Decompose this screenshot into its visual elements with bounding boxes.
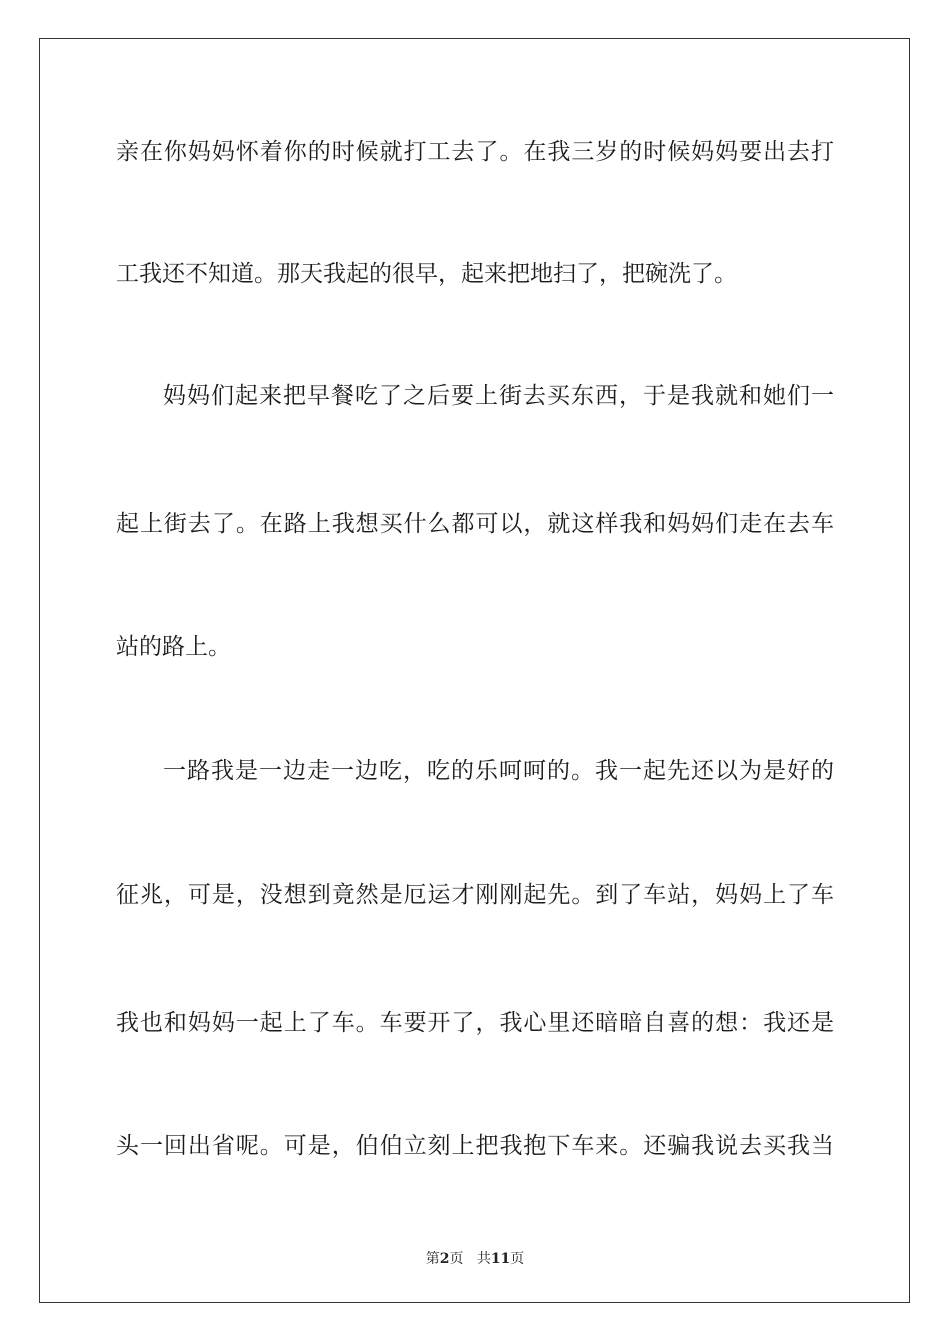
footer-total-pages: 11 bbox=[490, 1251, 511, 1267]
page-border bbox=[39, 38, 910, 1303]
text-line: 亲在你妈妈怀着你的时候就打工去了。在我三岁的时候妈妈要出去打 bbox=[116, 139, 834, 165]
footer-page-suffix: 页 bbox=[449, 1251, 464, 1267]
footer-total-prefix: 共 bbox=[476, 1251, 491, 1267]
text-line: 头一回出省呢。可是，伯伯立刻上把我抱下车来。还骗我说去买我当 bbox=[116, 1133, 834, 1159]
text-line: 征兆，可是，没想到竟然是厄运才刚刚起先。到了车站，妈妈上了车 bbox=[116, 882, 834, 908]
text-line: 妈妈们起来把早餐吃了之后要上街去买东西，于是我就和她们一 bbox=[163, 383, 834, 409]
text-line: 站的路上。 bbox=[116, 634, 231, 660]
text-line: 起上街去了。在路上我想买什么都可以，就这样我和妈妈们走在去车 bbox=[116, 511, 834, 537]
footer-total-suffix: 页 bbox=[510, 1251, 525, 1267]
footer-page-number: 2 bbox=[439, 1251, 450, 1267]
page-footer bbox=[0, 1248, 950, 1268]
text-line: 工我还不知道。那天我起的很早，起来把地扫了，把碗洗了。 bbox=[116, 261, 737, 287]
footer-prefix: 第 bbox=[425, 1251, 440, 1267]
text-line: 一路我是一边走一边吃，吃的乐呵呵的。我一起先还以为是好的 bbox=[163, 758, 834, 784]
text-line: 我也和妈妈一起上了车。车要开了，我心里还暗暗自喜的想：我还是 bbox=[116, 1010, 834, 1036]
